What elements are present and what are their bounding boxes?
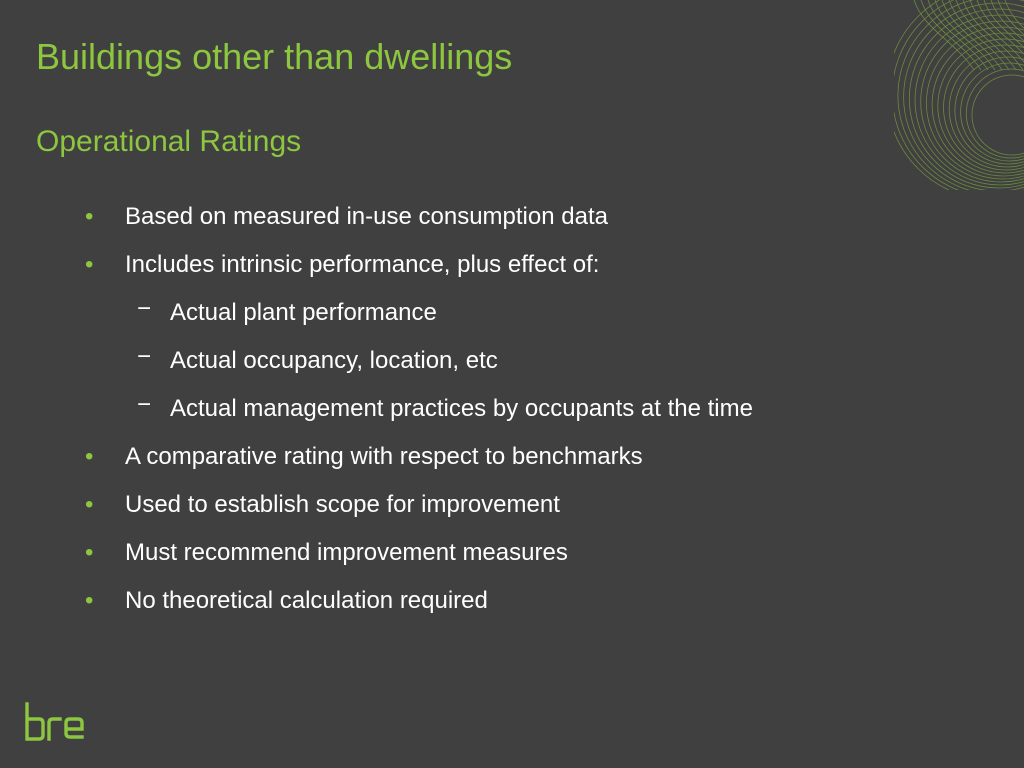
dash-marker-icon: − xyxy=(137,343,152,370)
bullet-text: Based on measured in-use consumption data xyxy=(125,203,608,230)
decor-strand xyxy=(949,0,1009,70)
decor-ring xyxy=(926,27,1024,179)
decor-strand xyxy=(928,0,988,70)
bullet-text: Must recommend improvement measures xyxy=(125,539,568,566)
decor-ring xyxy=(972,75,1024,155)
wave-lines-decoration-icon xyxy=(894,0,1024,190)
slide-subtitle: Operational Ratings xyxy=(36,125,302,158)
bullet-text: Includes intrinsic performance, plus effect of: xyxy=(125,251,600,278)
bullet-text: No theoretical calculation required xyxy=(125,587,488,614)
bullet-marker-icon: • xyxy=(85,251,94,278)
decor-ring xyxy=(915,15,1024,185)
bullet-text: Used to establish scope for improvement xyxy=(125,491,560,518)
bullet-marker-icon: • xyxy=(85,203,94,230)
decor-strand xyxy=(984,0,1024,70)
bullet-marker-icon: • xyxy=(85,587,94,614)
dash-marker-icon: − xyxy=(137,295,152,322)
decor-ring xyxy=(894,0,1024,190)
bullet-marker-icon: • xyxy=(85,491,94,518)
bullet-text: A comparative rating with respect to benchmarks xyxy=(125,443,643,470)
slide-title: Buildings other than dwellings xyxy=(36,36,513,77)
decor-ring xyxy=(894,0,1024,190)
decor-strand xyxy=(921,0,981,70)
decor-ring xyxy=(961,63,1024,161)
decor-ring xyxy=(966,69,1024,158)
sub-bullet-text: Actual plant performance xyxy=(170,299,437,326)
sub-bullet-text: Actual occupancy, location, etc xyxy=(170,347,498,374)
bre-logo xyxy=(24,702,86,742)
decor-strand xyxy=(914,0,974,70)
bullet-marker-icon: • xyxy=(85,539,94,566)
dash-marker-icon: − xyxy=(137,391,152,418)
sub-bullet-text: Actual management practices by occupants at the time xyxy=(170,395,753,422)
bullet-marker-icon: • xyxy=(85,443,94,470)
